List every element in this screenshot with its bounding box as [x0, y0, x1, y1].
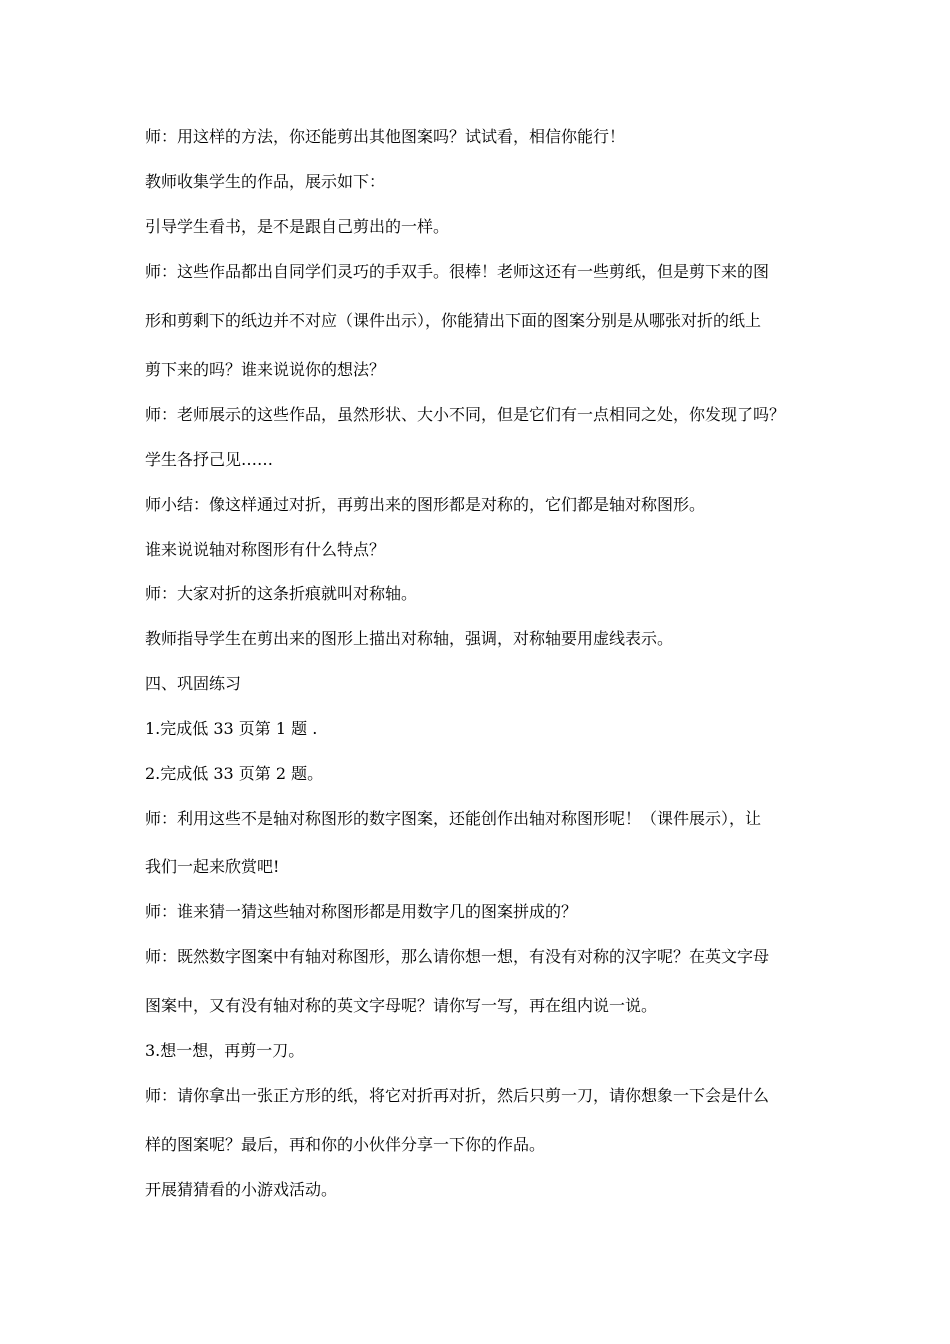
paragraph-line: 教师指导学生在剪出来的图形上描出对称轴，强调，对称轴要用虚线表示。 [145, 629, 674, 648]
paragraph-line: 3.想一想，再剪一刀。 [145, 1041, 305, 1060]
paragraph-line: 2.完成低 33 页第 2 题。 [145, 764, 324, 783]
paragraph-line: 样的图案呢？最后，再和你的小伙伴分享一下你的作品。 [145, 1135, 546, 1154]
paragraph-line: 师：这些作品都出自同学们灵巧的手双手。很棒！老师这还有一些剪纸，但是剪下来的图 [145, 262, 770, 281]
paragraph-line: 我们一起来欣赏吧! [145, 857, 280, 876]
paragraph-line: 剪下来的吗？谁来说说你的想法？ [145, 360, 386, 379]
paragraph-line: 1.完成低 33 页第 1 题 . [145, 719, 318, 738]
paragraph-line: 师小结：像这样通过对折，再剪出来的图形都是对称的，它们都是轴对称图形。 [145, 495, 706, 514]
paragraph-line: 师：利用这些不是轴对称图形的数字图案，还能创作出轴对称图形呢！（课件展示），让 [145, 809, 762, 828]
paragraph-line: 图案中，又有没有轴对称的英文字母呢？请你写一写，再在组内说一说。 [145, 996, 658, 1015]
paragraph-line: 形和剪剩下的纸边并不对应（课件出示），你能猜出下面的图案分别是从哪张对折的纸上 [145, 311, 762, 330]
paragraph-line: 开展猜猜看的小游戏活动。 [145, 1180, 338, 1199]
paragraph-line: 师：用这样的方法，你还能剪出其他图案吗？试试看，相信你能行！ [145, 127, 626, 146]
paragraph-line: 教师收集学生的作品，展示如下： [145, 172, 386, 191]
paragraph-line: 引导学生看书，是不是跟自己剪出的一样。 [145, 217, 450, 236]
paragraph-line: 师：大家对折的这条折痕就叫对称轴。 [145, 584, 418, 603]
paragraph-line: 师：谁来猜一猜这些轴对称图形都是用数字几的图案拼成的？ [145, 902, 578, 921]
paragraph-line: 师：老师展示的这些作品，虽然形状、大小不同，但是它们有一点相同之处，你发现了吗？ [145, 405, 786, 424]
section-heading: 四、巩固练习 [145, 674, 242, 693]
paragraph-line: 师：既然数字图案中有轴对称图形，那么请你想一想，有没有对称的汉字呢？在英文字母 [145, 947, 770, 966]
paragraph-line: 学生各抒己见…… [145, 450, 274, 469]
paragraph-line: 师：请你拿出一张正方形的纸，将它对折再对折，然后只剪一刀，请你想象一下会是什么 [145, 1086, 770, 1105]
paragraph-line: 谁来说说轴对称图形有什么特点？ [145, 540, 386, 559]
